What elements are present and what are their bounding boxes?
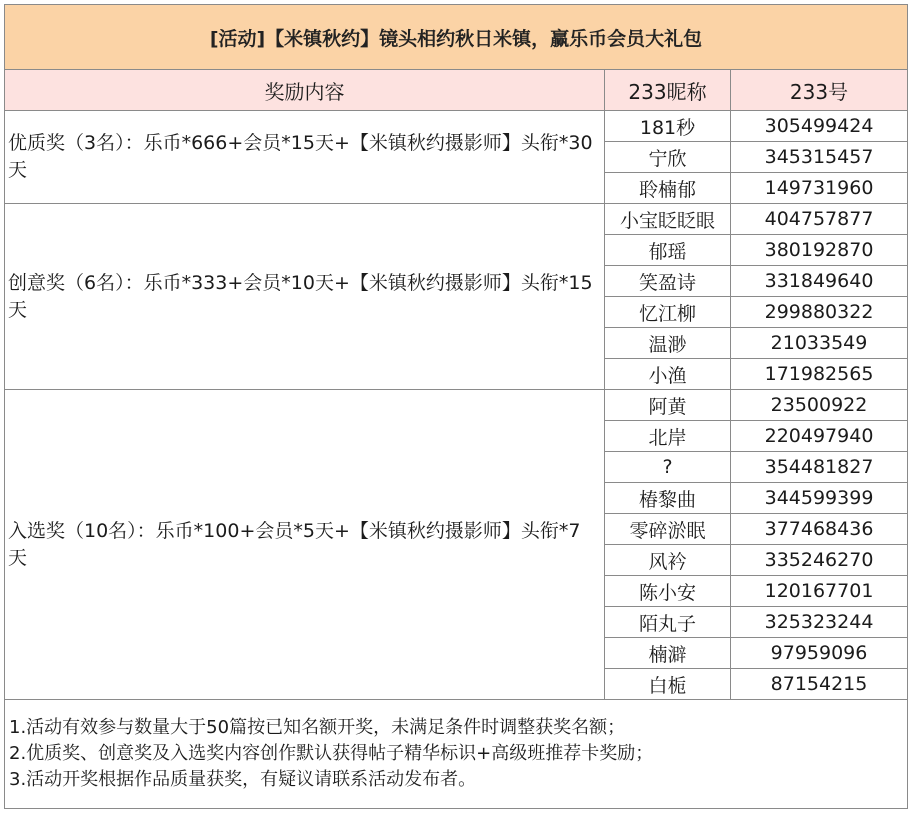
winner-nickname: 181秒 bbox=[605, 111, 731, 142]
table-row bbox=[5, 111, 908, 142]
winner-id: 23500922 bbox=[731, 390, 908, 421]
award-description: 优质奖（3名）：乐币*666+会员*15天+【米镇秋约摄影师】头衔*30天 bbox=[5, 111, 605, 204]
winner-nickname: 椿黎曲 bbox=[605, 483, 731, 514]
winner-id: 380192870 bbox=[731, 235, 908, 266]
winner-nickname: 聆楠郁 bbox=[605, 173, 731, 204]
winner-nickname: ? bbox=[605, 452, 731, 483]
award-description: 创意奖（6名）：乐币*333+会员*10天+【米镇秋约摄影师】头衔*15天 bbox=[5, 204, 605, 390]
award-table bbox=[4, 4, 908, 809]
winner-id: 325323244 bbox=[731, 607, 908, 638]
winner-nickname: 白栀 bbox=[605, 669, 731, 700]
winner-nickname: 北岸 bbox=[605, 421, 731, 452]
notes-block bbox=[5, 700, 908, 809]
winner-id: 404757877 bbox=[731, 204, 908, 235]
winner-nickname: 风衿 bbox=[605, 545, 731, 576]
winner-nickname: 郁瑶 bbox=[605, 235, 731, 266]
winner-nickname: 陈小安 bbox=[605, 576, 731, 607]
page-title: [活动]【米镇秋约】镜头相约秋日米镇，赢乐币会员大礼包 bbox=[5, 5, 908, 70]
winner-nickname: 笑盈诗 bbox=[605, 266, 731, 297]
winner-id: 87154215 bbox=[731, 669, 908, 700]
winner-nickname: 小宝眨眨眼 bbox=[605, 204, 731, 235]
winner-id: 331849640 bbox=[731, 266, 908, 297]
winner-nickname: 阿黄 bbox=[605, 390, 731, 421]
table-row bbox=[5, 204, 908, 235]
winner-id: 220497940 bbox=[731, 421, 908, 452]
header-row bbox=[5, 70, 908, 111]
winner-id: 344599399 bbox=[731, 483, 908, 514]
header-reward: 奖励内容 bbox=[5, 70, 605, 111]
winner-id: 377468436 bbox=[731, 514, 908, 545]
winner-nickname: 宁欣 bbox=[605, 142, 731, 173]
winner-id: 149731960 bbox=[731, 173, 908, 204]
notes-row bbox=[5, 700, 908, 809]
title-row bbox=[5, 5, 908, 70]
winner-id: 120167701 bbox=[731, 576, 908, 607]
winner-nickname: 楠澼 bbox=[605, 638, 731, 669]
winner-id: 21033549 bbox=[731, 328, 908, 359]
header-nickname: 233昵称 bbox=[605, 70, 731, 111]
winner-id: 354481827 bbox=[731, 452, 908, 483]
winner-id: 305499424 bbox=[731, 111, 908, 142]
winner-nickname: 陌丸子 bbox=[605, 607, 731, 638]
award-description: 入选奖（10名）：乐币*100+会员*5天+【米镇秋约摄影师】头衔*7天 bbox=[5, 390, 605, 700]
header-id: 233号 bbox=[731, 70, 908, 111]
winner-nickname: 小渔 bbox=[605, 359, 731, 390]
note-line: 2.优质奖、创意奖及入选奖内容创作默认获得帖子精华标识+高级班推荐卡奖励； bbox=[9, 743, 654, 764]
note-line: 3.活动开奖根据作品质量获奖，有疑议请联系活动发布者。 bbox=[9, 769, 477, 790]
winner-id: 299880322 bbox=[731, 297, 908, 328]
winner-nickname: 零碎淤眠 bbox=[605, 514, 731, 545]
note-line: 1.活动有效参与数量大于50篇按已知名额开奖，未满足条件时调整获奖名额； bbox=[9, 717, 626, 738]
winner-id: 345315457 bbox=[731, 142, 908, 173]
table-row bbox=[5, 390, 908, 421]
winner-id: 335246270 bbox=[731, 545, 908, 576]
winner-nickname: 温渺 bbox=[605, 328, 731, 359]
winner-id: 171982565 bbox=[731, 359, 908, 390]
winner-nickname: 忆江柳 bbox=[605, 297, 731, 328]
winner-id: 97959096 bbox=[731, 638, 908, 669]
